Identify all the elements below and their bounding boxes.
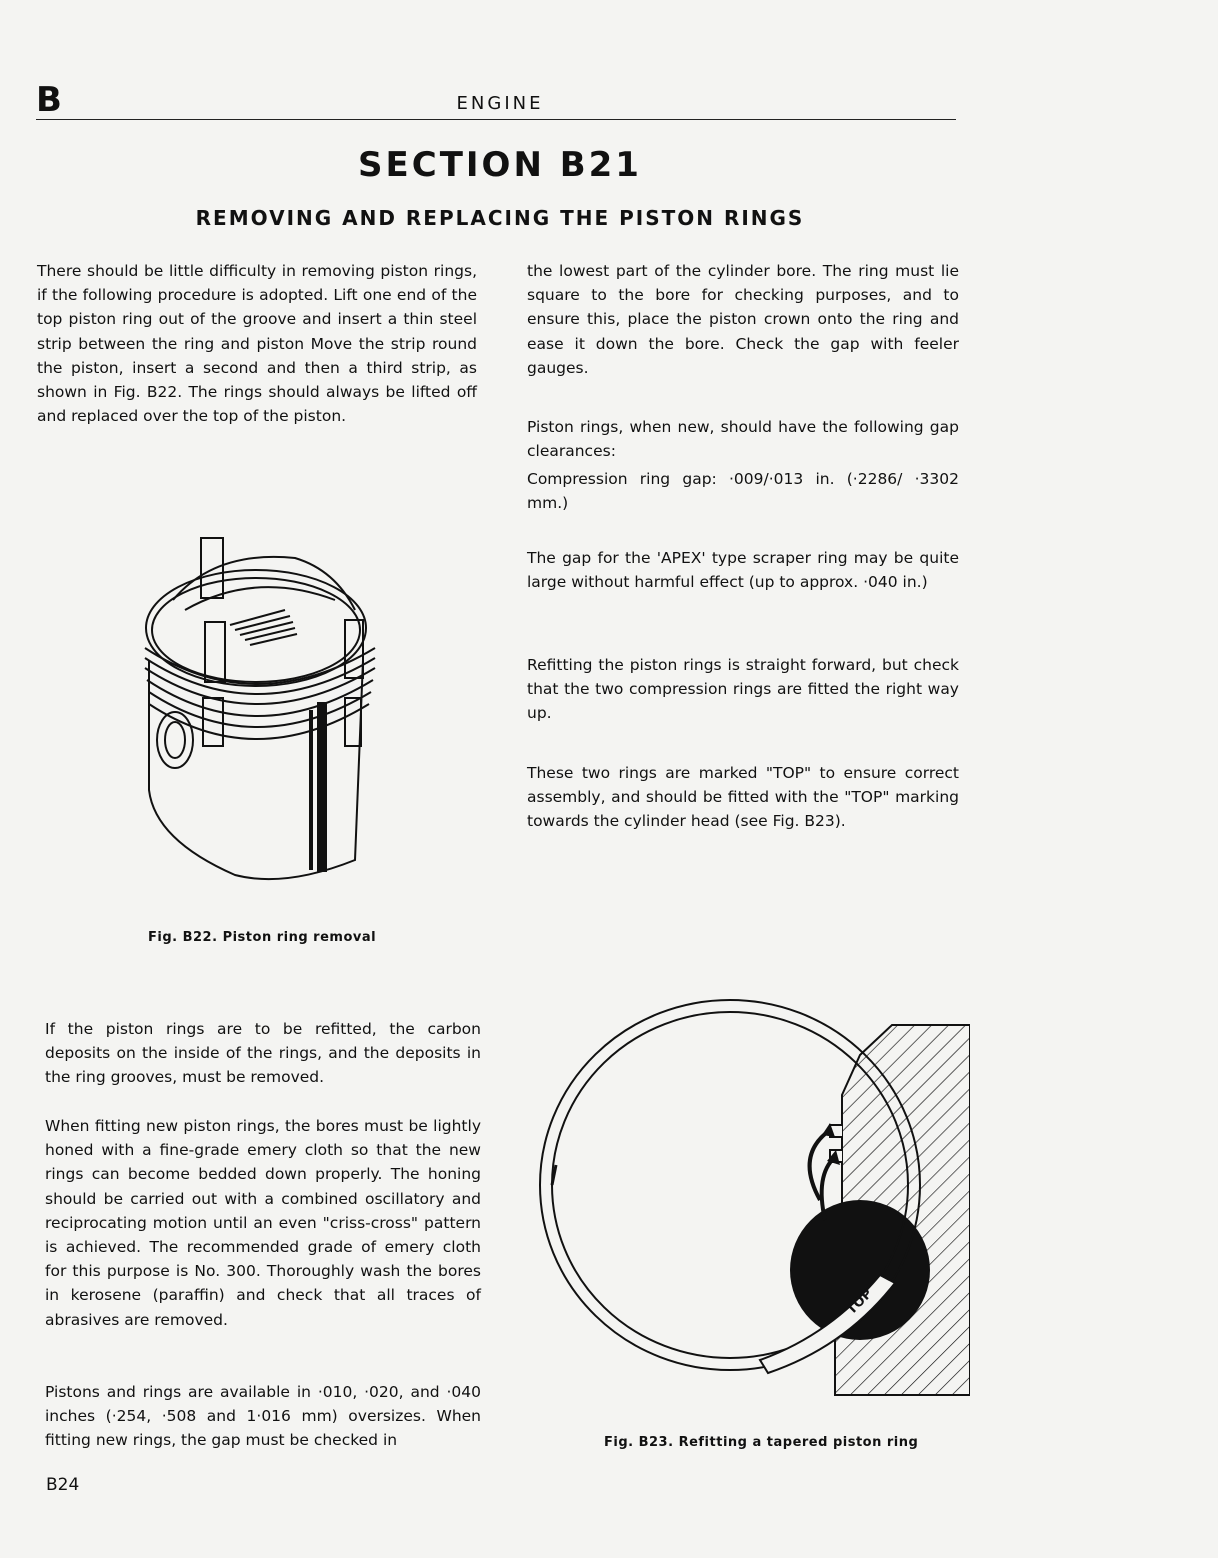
figure-b22-caption: Fig. B22. Piston ring removal	[148, 930, 377, 945]
right-paragraph-3: Compression ring gap: ·009/·013 in. (·2286/ ·3302 mm.)	[527, 470, 959, 513]
piston-illustration	[135, 530, 395, 890]
ring-top-marking: TOP	[844, 1286, 876, 1318]
right-paragraph-2: Piston rings, when new, should have the following gap clearances:	[527, 418, 959, 461]
section-title: SECTION B21	[358, 145, 642, 185]
left-paragraph-2: If the piston rings are to be refitted, the carbon deposits on the inside of the rings, and the deposits in the ring grooves, must be removed.	[45, 1020, 481, 1087]
ring-illustration	[530, 985, 970, 1400]
figure-b23-caption: Fig. B23. Refitting a tapered piston ring	[604, 1435, 919, 1450]
right-paragraph-1: the lowest part of the cylinder bore. The ring must lie square to the bore for checking purposes, and to ensure this, place the piston crown onto the ring and ease it down the bore. Check the gap with feeler gauges.	[527, 262, 959, 377]
right-paragraph-4: The gap for the 'APEX' type scraper ring may be quite large without harmful effect (up to approx. ·040 in.)	[527, 549, 959, 592]
figure-b23-ring	[530, 985, 970, 1400]
left-paragraph-4: Pistons and rings are available in ·010, ·020, and ·040 inches (·254, ·508 and 1·016 mm) oversizes. When fitting new rings, the gap must be checked in	[45, 1383, 481, 1450]
chapter-title: ENGINE	[456, 93, 544, 114]
section-letter: B	[36, 80, 63, 120]
left-paragraph-3: When fitting new piston rings, the bores must be lightly honed with a fine-grade emery cloth so that the new rings can become bedded down properly. The honing should be carried out with a combined oscillatory and reciprocating motion until an even "criss-cross" pattern is achieved. The recommended grade of emery cloth for this purpose is No. 300. Thoroughly wash the bores in kerosene (paraffin) and check that all traces of abrasives are removed.	[45, 1117, 481, 1329]
left-paragraph-1: There should be little difficulty in removing piston rings, if the following procedure is adopted. Lift one end of the top piston ring out of the groove and insert a thin steel strip between the ring and piston Move the strip round the piston, insert a second and then a third strip, as shown in Fig. B22. The rings should always be lifted off and replaced over the top of the piston.	[37, 262, 477, 426]
header-divider	[36, 119, 956, 120]
right-paragraph-6: These two rings are marked "TOP" to ensure correct assembly, and should be fitted with the "TOP" marking towards the cylinder head (see Fig. B23).	[527, 764, 959, 831]
right-paragraph-5: Refitting the piston rings is straight forward, but check that the two compression rings are fitted the right way up.	[527, 656, 959, 723]
section-subtitle: REMOVING AND REPLACING THE PISTON RINGS	[195, 206, 805, 230]
figure-b22-piston	[135, 530, 395, 890]
page-number: B24	[46, 1475, 80, 1495]
